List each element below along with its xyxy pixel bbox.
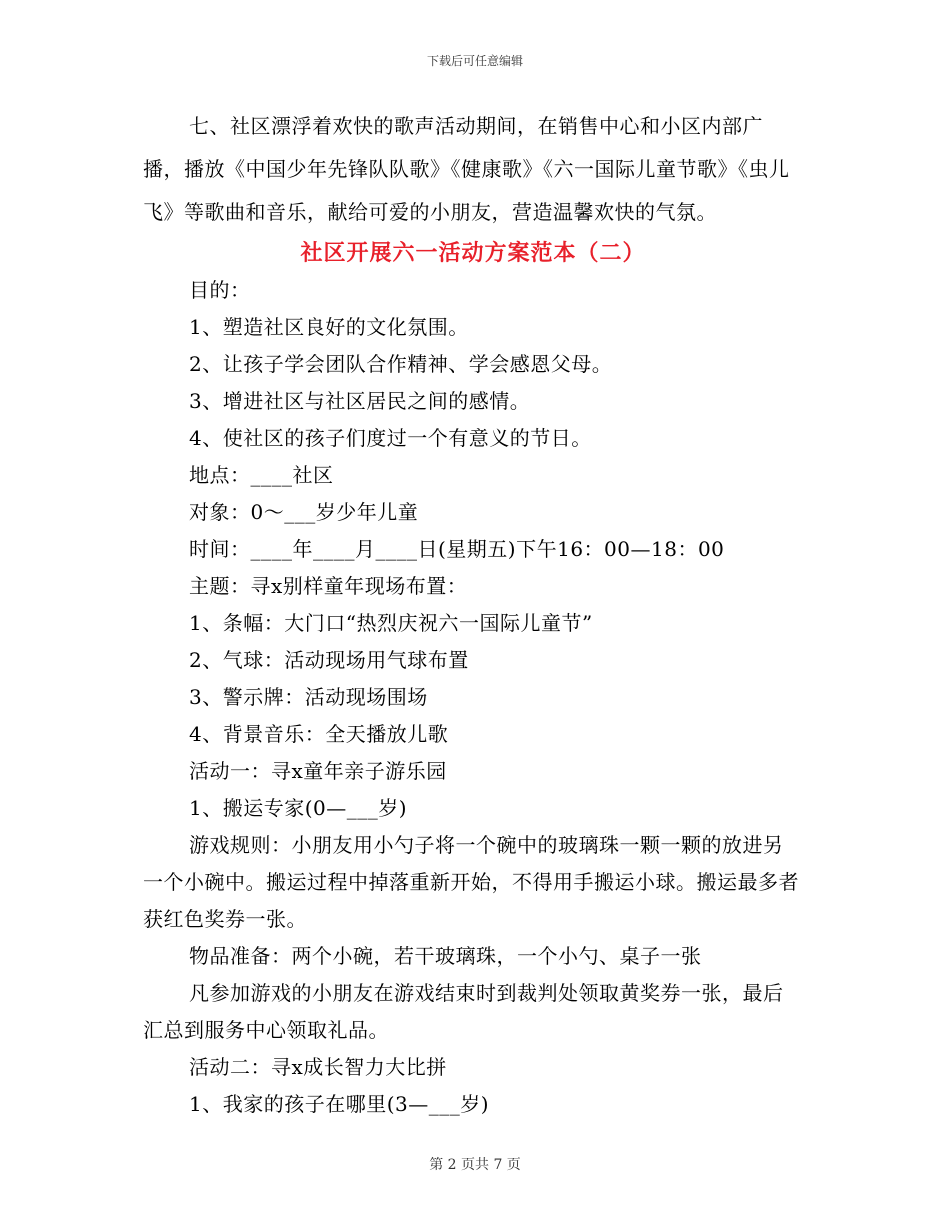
paragraph-setup-4: 4、背景音乐：全天播放儿歌	[189, 722, 449, 746]
document-body	[143, 105, 803, 1123]
paragraph-activity-1: 活动一：寻x童年亲子游乐园	[189, 759, 447, 783]
page-header: 下载后可任意编辑	[426, 54, 523, 68]
paragraph-rewards: 凡参加游戏的小朋友在游戏结束时到裁判处领取黄奖券一张，最后汇总到服务中心领取礼品。	[143, 981, 784, 1042]
paragraph-setup-3: 3、警示牌：活动现场围场	[189, 685, 428, 709]
paragraph-activity-2: 活动二：寻x成长智力大比拼	[189, 1055, 447, 1079]
section-title: 社区开展六一活动方案范本（二）	[300, 240, 646, 266]
paragraph-purpose: 目的：	[189, 278, 251, 302]
paragraph-goal-4: 4、使社区的孩子们度过一个有意义的节日。	[189, 426, 592, 450]
paragraph-goal-2: 2、让孩子学会团队合作精神、学会感恩父母。	[189, 352, 613, 376]
paragraph-time: 时间：____年____月____日(星期五)下午16：00—18：00	[189, 537, 725, 561]
paragraph-audience: 对象：0～___岁少年儿童	[189, 500, 419, 524]
paragraph-game-1: 1、搬运专家(0—___岁)	[189, 796, 408, 820]
paragraph-game-rules: 游戏规则：小朋友用小勺子将一个碗中的玻璃珠一颗一颗的放进另一个小碗中。搬运过程中掉落重新开始，不得用手搬运小球。搬运最多者获红色奖券一张。	[143, 833, 799, 931]
paragraph-setup-2: 2、气球：活动现场用气球布置	[189, 648, 469, 672]
page-footer: 第 2 页共 7 页	[429, 1157, 521, 1173]
paragraph-location: 地点：____社区	[189, 463, 334, 487]
paragraph-materials: 物品准备：两个小碗，若干玻璃珠，一个小勺、桌子一张	[189, 944, 702, 968]
paragraph-theme: 主题：寻x别样童年现场布置：	[189, 574, 468, 598]
paragraph-goal-1: 1、塑造社区良好的文化氛围。	[189, 315, 469, 339]
paragraph-game-2: 1、我家的孩子在哪里(3—___岁)	[189, 1092, 490, 1116]
paragraph-setup-1: 1、条幅：大门口“热烈庆祝六一国际儿童节”	[189, 611, 593, 635]
paragraph-goal-3: 3、增进社区与社区居民之间的感情。	[189, 389, 531, 413]
intro-paragraph: 七、社区漂浮着欢快的歌声活动期间，在销售中心和小区内部广播，播放《中国少年先锋队队歌》《健康歌》《六一国际儿童节歌》《虫儿飞》等歌曲和音乐，献给可爱的小朋友，营造温馨欢快的气氛。	[143, 114, 790, 224]
